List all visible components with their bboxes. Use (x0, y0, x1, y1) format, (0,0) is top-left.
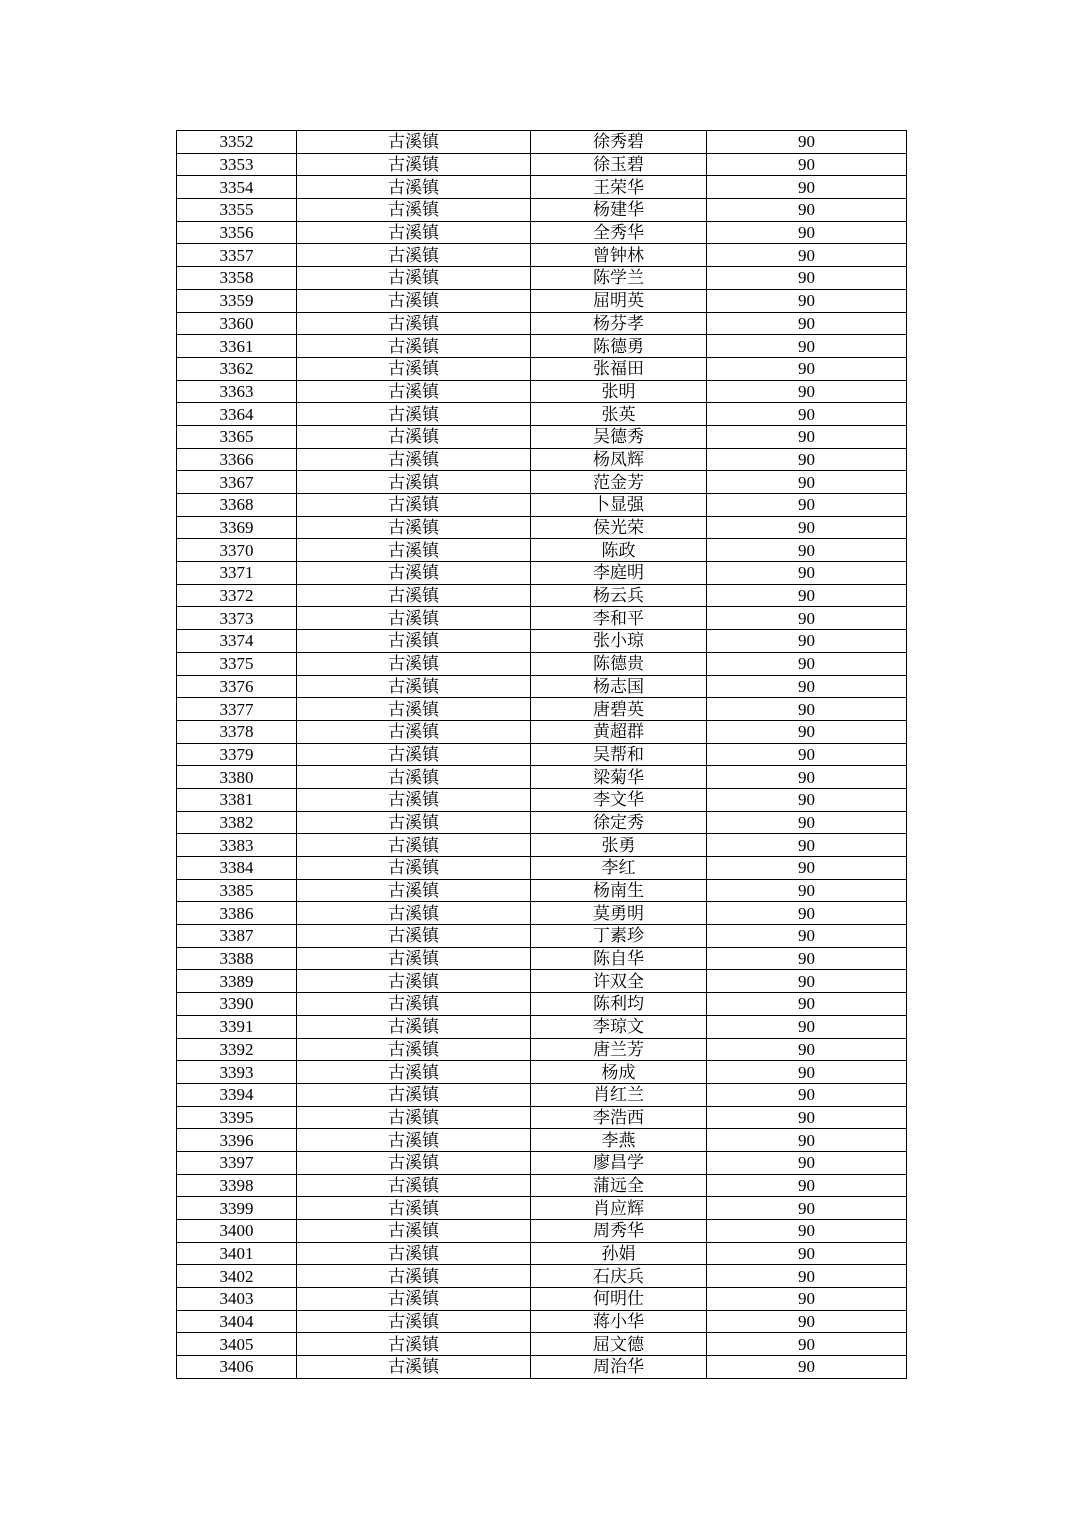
cell-town: 古溪镇 (297, 1174, 531, 1197)
cell-id: 3355 (177, 199, 297, 222)
cell-name: 杨建华 (531, 199, 707, 222)
table-row (177, 425, 907, 448)
cell-amount: 90 (707, 221, 907, 244)
cell-name: 李庭明 (531, 562, 707, 585)
cell-town: 古溪镇 (297, 743, 531, 766)
table-row (177, 244, 907, 267)
cell-town: 古溪镇 (297, 834, 531, 857)
cell-id: 3385 (177, 879, 297, 902)
table-row (177, 675, 907, 698)
table-row (177, 1174, 907, 1197)
cell-id: 3386 (177, 902, 297, 925)
cell-amount: 90 (707, 357, 907, 380)
cell-name: 陈利均 (531, 993, 707, 1016)
table-row (177, 221, 907, 244)
cell-name: 唐兰芳 (531, 1038, 707, 1061)
table-row (177, 1288, 907, 1311)
table-row (177, 652, 907, 675)
cell-town: 古溪镇 (297, 289, 531, 312)
cell-id: 3393 (177, 1061, 297, 1084)
cell-town: 古溪镇 (297, 1129, 531, 1152)
cell-name: 侯光荣 (531, 516, 707, 539)
cell-id: 3357 (177, 244, 297, 267)
cell-town: 古溪镇 (297, 1333, 531, 1356)
cell-name: 梁菊华 (531, 766, 707, 789)
table-row (177, 766, 907, 789)
table-row (177, 970, 907, 993)
cell-town: 古溪镇 (297, 176, 531, 199)
cell-amount: 90 (707, 471, 907, 494)
cell-id: 3405 (177, 1333, 297, 1356)
cell-id: 3390 (177, 993, 297, 1016)
cell-id: 3366 (177, 448, 297, 471)
cell-name: 周治华 (531, 1356, 707, 1379)
cell-id: 3368 (177, 494, 297, 517)
table-row (177, 584, 907, 607)
cell-town: 古溪镇 (297, 131, 531, 154)
cell-town: 古溪镇 (297, 244, 531, 267)
cell-name: 石庆兵 (531, 1265, 707, 1288)
cell-amount: 90 (707, 970, 907, 993)
cell-town: 古溪镇 (297, 925, 531, 948)
table-row (177, 1061, 907, 1084)
table-body (177, 131, 907, 1379)
cell-town: 古溪镇 (297, 1015, 531, 1038)
table-row (177, 720, 907, 743)
cell-amount: 90 (707, 153, 907, 176)
cell-town: 古溪镇 (297, 1197, 531, 1220)
table-row (177, 607, 907, 630)
cell-id: 3399 (177, 1197, 297, 1220)
cell-amount: 90 (707, 176, 907, 199)
table-row (177, 857, 907, 880)
cell-amount: 90 (707, 1129, 907, 1152)
cell-name: 徐定秀 (531, 811, 707, 834)
cell-id: 3372 (177, 584, 297, 607)
cell-name: 廖昌学 (531, 1151, 707, 1174)
cell-name: 杨成 (531, 1061, 707, 1084)
cell-id: 3400 (177, 1220, 297, 1243)
cell-id: 3374 (177, 630, 297, 653)
cell-name: 何明仕 (531, 1288, 707, 1311)
table-row (177, 153, 907, 176)
cell-id: 3387 (177, 925, 297, 948)
cell-id: 3383 (177, 834, 297, 857)
table-row (177, 267, 907, 290)
cell-id: 3394 (177, 1083, 297, 1106)
table-row (177, 131, 907, 154)
cell-town: 古溪镇 (297, 1083, 531, 1106)
table-row (177, 1129, 907, 1152)
cell-name: 杨志国 (531, 675, 707, 698)
cell-id: 3359 (177, 289, 297, 312)
cell-name: 丁素珍 (531, 925, 707, 948)
table-row (177, 403, 907, 426)
cell-amount: 90 (707, 879, 907, 902)
cell-amount: 90 (707, 1220, 907, 1243)
cell-name: 张福田 (531, 357, 707, 380)
table-row (177, 357, 907, 380)
table-row (177, 199, 907, 222)
cell-id: 3395 (177, 1106, 297, 1129)
cell-name: 孙娟 (531, 1242, 707, 1265)
cell-name: 杨芬孝 (531, 312, 707, 335)
cell-id: 3404 (177, 1310, 297, 1333)
cell-town: 古溪镇 (297, 607, 531, 630)
cell-id: 3389 (177, 970, 297, 993)
cell-amount: 90 (707, 1174, 907, 1197)
cell-id: 3363 (177, 380, 297, 403)
cell-town: 古溪镇 (297, 788, 531, 811)
cell-id: 3354 (177, 176, 297, 199)
cell-amount: 90 (707, 425, 907, 448)
cell-amount: 90 (707, 698, 907, 721)
cell-town: 古溪镇 (297, 630, 531, 653)
table-row (177, 811, 907, 834)
table-row (177, 539, 907, 562)
cell-amount: 90 (707, 902, 907, 925)
cell-name: 杨云兵 (531, 584, 707, 607)
cell-id: 3401 (177, 1242, 297, 1265)
cell-name: 莫勇明 (531, 902, 707, 925)
cell-id: 3373 (177, 607, 297, 630)
cell-name: 张勇 (531, 834, 707, 857)
cell-amount: 90 (707, 1333, 907, 1356)
cell-town: 古溪镇 (297, 403, 531, 426)
cell-name: 周秀华 (531, 1220, 707, 1243)
cell-town: 古溪镇 (297, 970, 531, 993)
cell-town: 古溪镇 (297, 357, 531, 380)
cell-town: 古溪镇 (297, 675, 531, 698)
cell-id: 3356 (177, 221, 297, 244)
table-row (177, 380, 907, 403)
cell-name: 陈德勇 (531, 335, 707, 358)
cell-name: 吴帮和 (531, 743, 707, 766)
cell-amount: 90 (707, 652, 907, 675)
table-row (177, 562, 907, 585)
table-row (177, 1265, 907, 1288)
cell-amount: 90 (707, 267, 907, 290)
cell-amount: 90 (707, 562, 907, 585)
cell-id: 3396 (177, 1129, 297, 1152)
cell-amount: 90 (707, 380, 907, 403)
cell-town: 古溪镇 (297, 312, 531, 335)
cell-town: 古溪镇 (297, 1151, 531, 1174)
table-row (177, 993, 907, 1016)
cell-amount: 90 (707, 494, 907, 517)
cell-town: 古溪镇 (297, 1061, 531, 1084)
cell-name: 屈文德 (531, 1333, 707, 1356)
cell-name: 徐秀碧 (531, 131, 707, 154)
cell-town: 古溪镇 (297, 562, 531, 585)
cell-name: 黄超群 (531, 720, 707, 743)
cell-amount: 90 (707, 788, 907, 811)
cell-amount: 90 (707, 834, 907, 857)
cell-amount: 90 (707, 1197, 907, 1220)
cell-town: 古溪镇 (297, 1310, 531, 1333)
cell-town: 古溪镇 (297, 811, 531, 834)
cell-id: 3365 (177, 425, 297, 448)
cell-amount: 90 (707, 1015, 907, 1038)
table-row (177, 1083, 907, 1106)
cell-town: 古溪镇 (297, 267, 531, 290)
cell-town: 古溪镇 (297, 1106, 531, 1129)
cell-name: 李红 (531, 857, 707, 880)
cell-id: 3402 (177, 1265, 297, 1288)
cell-amount: 90 (707, 1310, 907, 1333)
table-row (177, 289, 907, 312)
cell-name: 唐碧英 (531, 698, 707, 721)
cell-id: 3379 (177, 743, 297, 766)
cell-id: 3358 (177, 267, 297, 290)
table-row (177, 1106, 907, 1129)
cell-name: 王荣华 (531, 176, 707, 199)
cell-amount: 90 (707, 1356, 907, 1379)
cell-name: 蒲远全 (531, 1174, 707, 1197)
cell-id: 3352 (177, 131, 297, 154)
cell-amount: 90 (707, 857, 907, 880)
cell-town: 古溪镇 (297, 947, 531, 970)
cell-amount: 90 (707, 766, 907, 789)
cell-amount: 90 (707, 993, 907, 1016)
table-row (177, 788, 907, 811)
table-row (177, 743, 907, 766)
cell-id: 3382 (177, 811, 297, 834)
cell-town: 古溪镇 (297, 425, 531, 448)
cell-id: 3403 (177, 1288, 297, 1311)
cell-amount: 90 (707, 1151, 907, 1174)
cell-name: 张英 (531, 403, 707, 426)
table-row (177, 1151, 907, 1174)
cell-town: 古溪镇 (297, 471, 531, 494)
cell-amount: 90 (707, 1106, 907, 1129)
cell-town: 古溪镇 (297, 199, 531, 222)
cell-town: 古溪镇 (297, 879, 531, 902)
cell-name: 肖红兰 (531, 1083, 707, 1106)
cell-id: 3406 (177, 1356, 297, 1379)
cell-amount: 90 (707, 1242, 907, 1265)
cell-name: 陈政 (531, 539, 707, 562)
cell-id: 3388 (177, 947, 297, 970)
cell-town: 古溪镇 (297, 584, 531, 607)
table-row (177, 1038, 907, 1061)
cell-town: 古溪镇 (297, 448, 531, 471)
table-row (177, 630, 907, 653)
cell-name: 吴德秀 (531, 425, 707, 448)
cell-name: 蒋小华 (531, 1310, 707, 1333)
table-row (177, 1015, 907, 1038)
cell-amount: 90 (707, 403, 907, 426)
table-row (177, 1197, 907, 1220)
cell-amount: 90 (707, 1061, 907, 1084)
cell-amount: 90 (707, 743, 907, 766)
cell-id: 3375 (177, 652, 297, 675)
cell-amount: 90 (707, 1265, 907, 1288)
table-row (177, 312, 907, 335)
cell-town: 古溪镇 (297, 1242, 531, 1265)
cell-name: 陈自华 (531, 947, 707, 970)
cell-id: 3377 (177, 698, 297, 721)
table-row (177, 335, 907, 358)
cell-id: 3360 (177, 312, 297, 335)
cell-name: 陈德贵 (531, 652, 707, 675)
cell-amount: 90 (707, 925, 907, 948)
cell-id: 3369 (177, 516, 297, 539)
cell-id: 3367 (177, 471, 297, 494)
cell-town: 古溪镇 (297, 1288, 531, 1311)
table-row (177, 176, 907, 199)
cell-amount: 90 (707, 199, 907, 222)
cell-id: 3353 (177, 153, 297, 176)
cell-amount: 90 (707, 720, 907, 743)
table-row (177, 448, 907, 471)
table-row (177, 1220, 907, 1243)
cell-amount: 90 (707, 630, 907, 653)
cell-amount: 90 (707, 131, 907, 154)
cell-name: 杨凤辉 (531, 448, 707, 471)
cell-town: 古溪镇 (297, 494, 531, 517)
table-row (177, 471, 907, 494)
cell-name: 屈明英 (531, 289, 707, 312)
cell-id: 3376 (177, 675, 297, 698)
cell-amount: 90 (707, 1038, 907, 1061)
cell-id: 3391 (177, 1015, 297, 1038)
cell-id: 3397 (177, 1151, 297, 1174)
table-row (177, 1310, 907, 1333)
cell-town: 古溪镇 (297, 380, 531, 403)
table-row (177, 925, 907, 948)
cell-id: 3371 (177, 562, 297, 585)
cell-amount: 90 (707, 289, 907, 312)
cell-name: 杨南生 (531, 879, 707, 902)
cell-amount: 90 (707, 1288, 907, 1311)
cell-id: 3381 (177, 788, 297, 811)
cell-id: 3364 (177, 403, 297, 426)
cell-name: 曾钟林 (531, 244, 707, 267)
cell-id: 3392 (177, 1038, 297, 1061)
cell-name: 李文华 (531, 788, 707, 811)
cell-amount: 90 (707, 1083, 907, 1106)
cell-id: 3362 (177, 357, 297, 380)
cell-name: 许双全 (531, 970, 707, 993)
cell-amount: 90 (707, 947, 907, 970)
table-row (177, 879, 907, 902)
cell-town: 古溪镇 (297, 993, 531, 1016)
cell-town: 古溪镇 (297, 539, 531, 562)
cell-amount: 90 (707, 448, 907, 471)
cell-name: 卜显强 (531, 494, 707, 517)
cell-amount: 90 (707, 312, 907, 335)
cell-name: 张明 (531, 380, 707, 403)
table-row (177, 947, 907, 970)
table-row (177, 698, 907, 721)
cell-town: 古溪镇 (297, 1038, 531, 1061)
table-row (177, 834, 907, 857)
cell-amount: 90 (707, 607, 907, 630)
cell-id: 3398 (177, 1174, 297, 1197)
cell-name: 李琼文 (531, 1015, 707, 1038)
cell-id: 3384 (177, 857, 297, 880)
table-row (177, 1356, 907, 1379)
cell-amount: 90 (707, 675, 907, 698)
cell-town: 古溪镇 (297, 652, 531, 675)
cell-name: 肖应辉 (531, 1197, 707, 1220)
cell-town: 古溪镇 (297, 335, 531, 358)
cell-name: 李浩西 (531, 1106, 707, 1129)
cell-amount: 90 (707, 584, 907, 607)
cell-amount: 90 (707, 539, 907, 562)
roster-table (176, 130, 907, 1379)
cell-amount: 90 (707, 335, 907, 358)
cell-name: 徐玉碧 (531, 153, 707, 176)
cell-name: 全秀华 (531, 221, 707, 244)
cell-town: 古溪镇 (297, 221, 531, 244)
table-row (177, 494, 907, 517)
cell-town: 古溪镇 (297, 153, 531, 176)
cell-id: 3361 (177, 335, 297, 358)
cell-town: 古溪镇 (297, 1265, 531, 1288)
table-row (177, 902, 907, 925)
cell-town: 古溪镇 (297, 720, 531, 743)
cell-name: 李燕 (531, 1129, 707, 1152)
cell-id: 3378 (177, 720, 297, 743)
cell-town: 古溪镇 (297, 1220, 531, 1243)
table-row (177, 1242, 907, 1265)
cell-town: 古溪镇 (297, 1356, 531, 1379)
cell-name: 李和平 (531, 607, 707, 630)
table-row (177, 1333, 907, 1356)
cell-name: 张小琼 (531, 630, 707, 653)
cell-town: 古溪镇 (297, 516, 531, 539)
cell-name: 范金芳 (531, 471, 707, 494)
cell-town: 古溪镇 (297, 698, 531, 721)
cell-town: 古溪镇 (297, 766, 531, 789)
cell-id: 3370 (177, 539, 297, 562)
cell-town: 古溪镇 (297, 902, 531, 925)
table-row (177, 516, 907, 539)
cell-amount: 90 (707, 244, 907, 267)
cell-town: 古溪镇 (297, 857, 531, 880)
cell-amount: 90 (707, 516, 907, 539)
cell-id: 3380 (177, 766, 297, 789)
cell-name: 陈学兰 (531, 267, 707, 290)
cell-amount: 90 (707, 811, 907, 834)
